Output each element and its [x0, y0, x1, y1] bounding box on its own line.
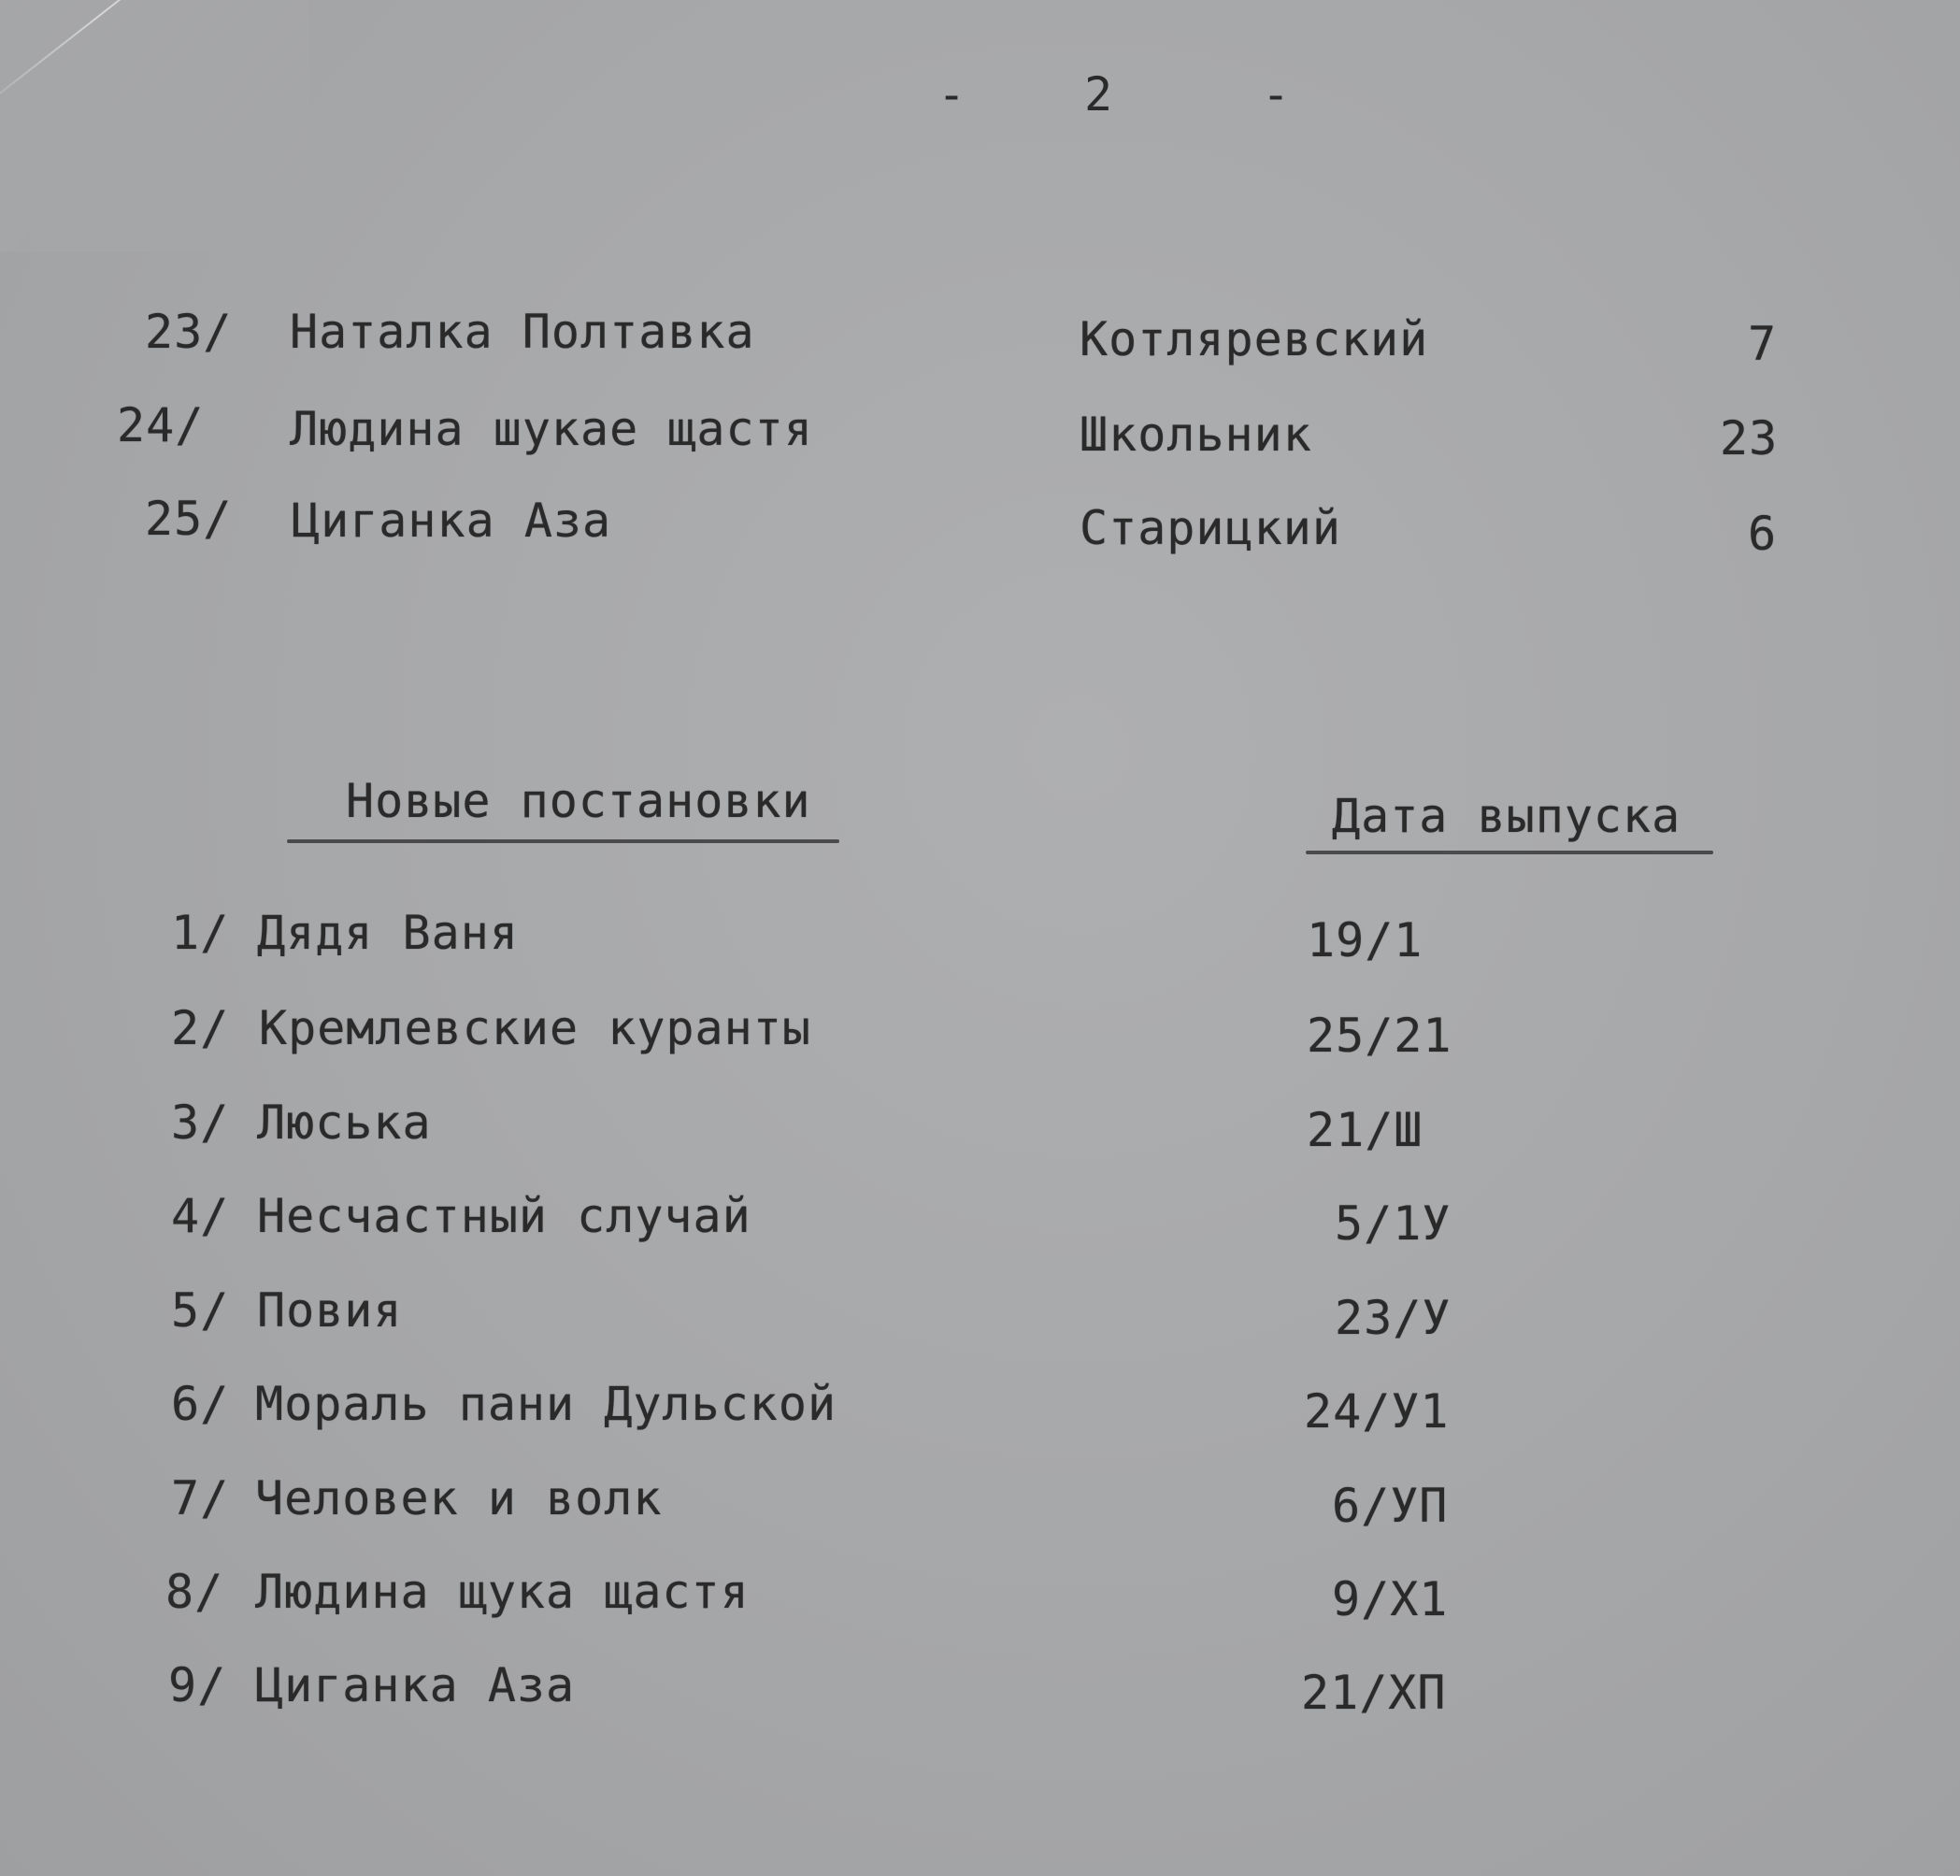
item-count: 7: [1748, 317, 1778, 371]
item-title: Людина шукае щастя: [290, 402, 813, 456]
item-number: 5/: [171, 1283, 230, 1338]
item-title: Циганка Аза: [292, 494, 612, 548]
item-title: Мораль пани Дульской: [255, 1377, 837, 1431]
item-title: Кремлевские куранты: [259, 1001, 811, 1055]
item-date: 25/21: [1307, 1009, 1452, 1063]
item-author: Котляревский: [1080, 312, 1429, 366]
item-title: Повия: [257, 1283, 403, 1338]
item-title: Дядя Ваня: [257, 906, 519, 960]
item-number: 4/: [171, 1189, 230, 1243]
item-title: Несчастный случай: [257, 1189, 751, 1243]
item-author: Старицкий: [1080, 501, 1341, 555]
item-number: 2/: [171, 1001, 230, 1055]
item-number: 25/: [145, 492, 233, 546]
item-date: 19/1: [1307, 913, 1424, 967]
item-date: 23/У: [1335, 1291, 1452, 1345]
item-title: Человек и волк: [255, 1471, 663, 1525]
page-number-left-dash: -: [937, 67, 966, 122]
item-number: 24/: [117, 398, 205, 452]
item-number: 6/: [171, 1377, 230, 1431]
page-number: [0, 67, 1960, 127]
item-date: 5/1У: [1335, 1196, 1452, 1251]
item-title: Людина щука щастя: [255, 1565, 750, 1619]
item-title: Люська: [257, 1096, 432, 1150]
item-date: 21/ХП: [1301, 1666, 1447, 1720]
item-number: 1/: [171, 906, 230, 960]
new-productions-heading: Новые постановки: [346, 774, 811, 828]
item-number: 9/: [168, 1658, 227, 1712]
page-number-value: 2: [1084, 67, 1113, 122]
item-number: 3/: [171, 1096, 230, 1150]
item-title: Циганка Аза: [255, 1658, 576, 1712]
item-date: 24/У1: [1304, 1384, 1450, 1439]
item-number: 7/: [171, 1471, 230, 1525]
item-date: 9/Х1: [1332, 1572, 1449, 1626]
heading-underline: [287, 839, 839, 843]
item-number: 8/: [165, 1565, 224, 1619]
release-date-heading: Дата выпуска: [1332, 789, 1681, 843]
item-date: 6/УП: [1332, 1479, 1449, 1533]
date-heading-underline: [1306, 851, 1713, 854]
item-title: Наталка Полтавка: [290, 305, 755, 359]
item-author: Школьник: [1080, 408, 1312, 462]
item-count: 23: [1720, 411, 1779, 465]
item-number: 23/: [145, 305, 233, 359]
item-date: 21/Ш: [1307, 1103, 1424, 1157]
page-number-right-dash: -: [1262, 67, 1291, 122]
item-count: 6: [1748, 507, 1778, 561]
